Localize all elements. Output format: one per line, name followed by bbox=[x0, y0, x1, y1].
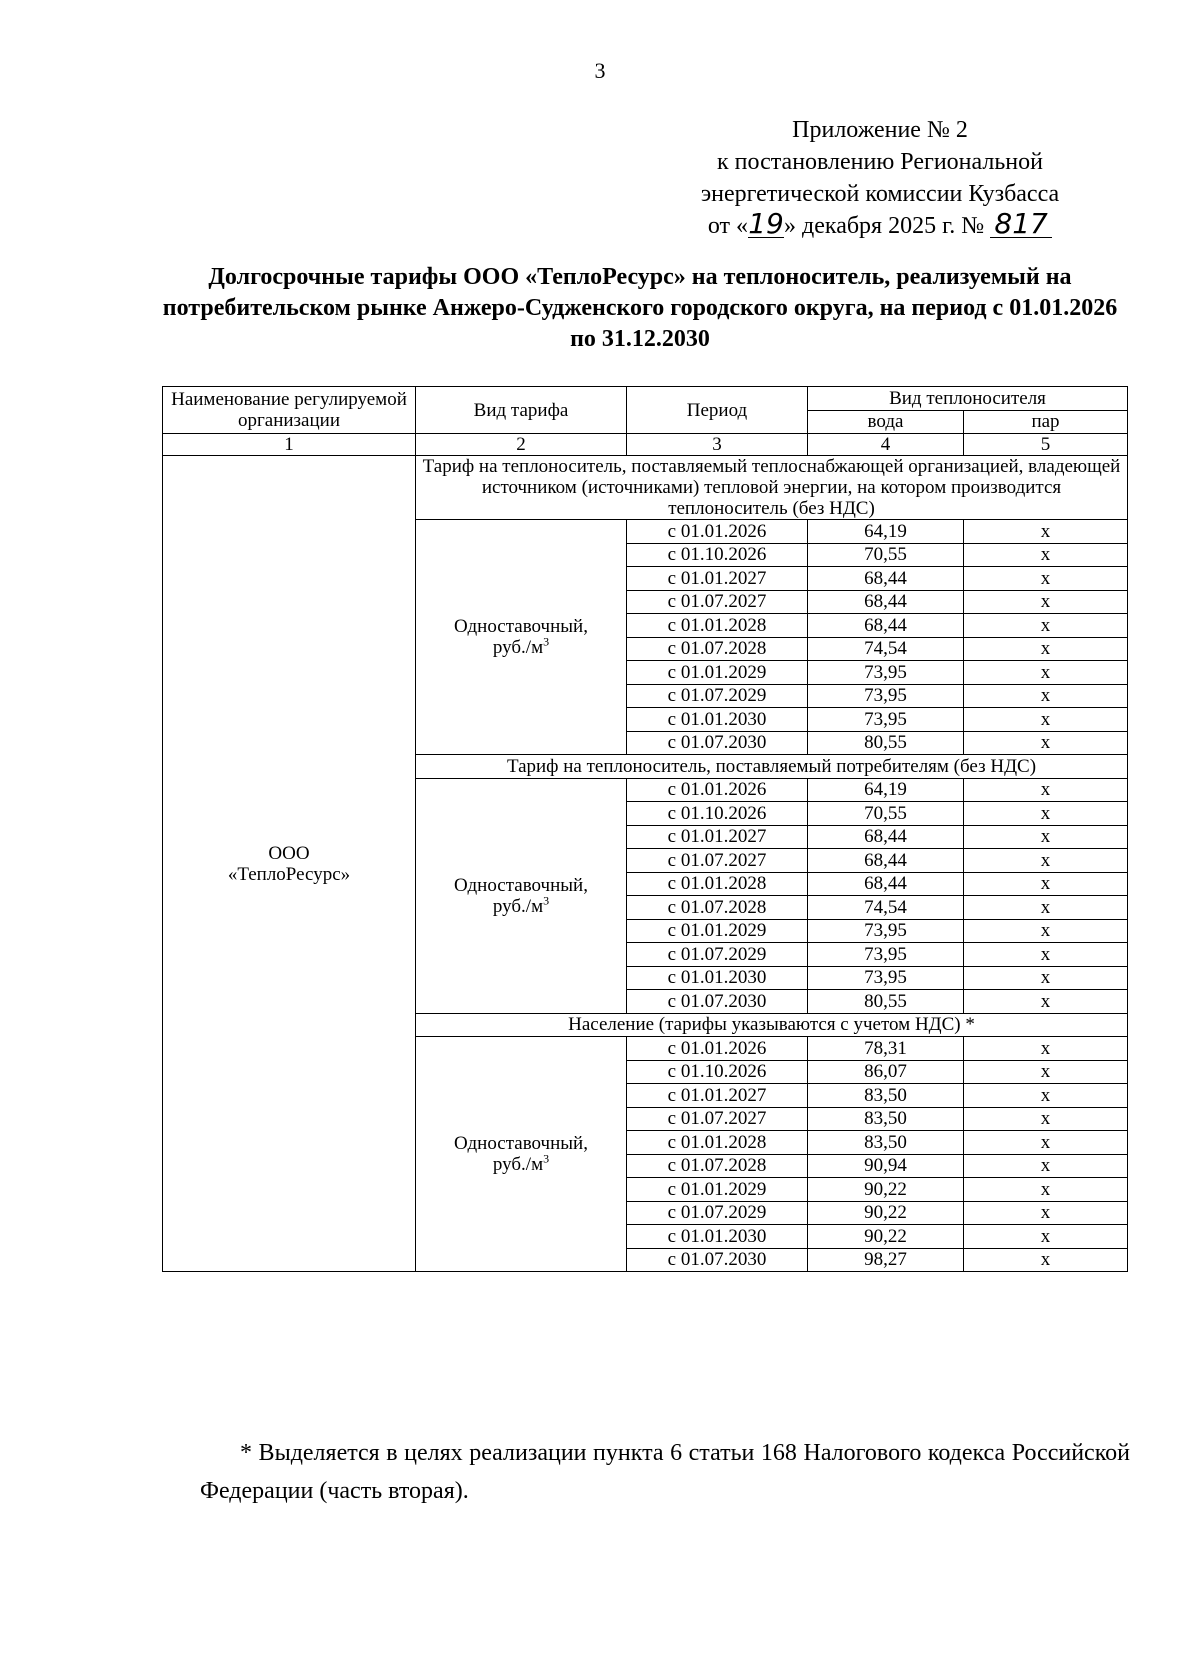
annex-commission-line: энергетической комиссии Кузбасса bbox=[700, 181, 1060, 207]
period-cell: с 01.01.2028 bbox=[627, 614, 808, 638]
period-cell: с 01.01.2030 bbox=[627, 1225, 808, 1249]
steam-tariff-cell: х bbox=[964, 684, 1128, 708]
steam-tariff-cell: х bbox=[964, 1107, 1128, 1131]
annex-header bbox=[640, 114, 1120, 242]
period-cell: с 01.07.2030 bbox=[627, 731, 808, 755]
steam-tariff-cell: х bbox=[964, 825, 1128, 849]
org-name-cell bbox=[163, 456, 416, 1272]
document-title: Долгосрочные тарифы ООО «ТеплоРесурс» на теплоноситель, реализуемый на потребительском рынке Анжеро-Судженского городского округа, на период с 01.01.2026 по 31.12.2030 bbox=[162, 264, 1118, 352]
water-tariff-cell: 90,22 bbox=[808, 1201, 964, 1225]
tariff-unit-exponent: 3 bbox=[543, 1151, 550, 1166]
steam-tariff-cell: х bbox=[964, 661, 1128, 685]
period-cell: с 01.01.2029 bbox=[627, 661, 808, 685]
steam-tariff-cell: х bbox=[964, 1131, 1128, 1155]
steam-tariff-cell: х bbox=[964, 966, 1128, 990]
period-cell: с 01.01.2027 bbox=[627, 1084, 808, 1108]
footnote: * Выделяется в целях реализации пункта 6 статьи 168 Налогового кодекса Российской Федерации (часть вторая). bbox=[200, 1440, 1130, 1504]
water-tariff-cell: 90,22 bbox=[808, 1178, 964, 1202]
water-tariff-cell: 70,55 bbox=[808, 543, 964, 567]
water-tariff-cell: 83,50 bbox=[808, 1084, 964, 1108]
period-cell: с 01.07.2027 bbox=[627, 590, 808, 614]
water-tariff-cell: 74,54 bbox=[808, 896, 964, 920]
period-cell: с 01.07.2030 bbox=[627, 1248, 808, 1272]
water-tariff-cell: 74,54 bbox=[808, 637, 964, 661]
water-tariff-cell: 64,19 bbox=[808, 778, 964, 802]
tariff-unit-exponent: 3 bbox=[543, 893, 550, 908]
water-tariff-cell: 78,31 bbox=[808, 1037, 964, 1061]
water-tariff-cell: 73,95 bbox=[808, 943, 964, 967]
header-carrier: Вид теплоносителя bbox=[808, 387, 1128, 411]
section-title: Население (тарифы указываются с учетом НДС) * bbox=[416, 1013, 1128, 1037]
org-name-line: ООО bbox=[268, 842, 310, 864]
tariff-type-label: Одноставочный, bbox=[454, 1133, 588, 1154]
period-cell: с 01.01.2029 bbox=[627, 1178, 808, 1202]
tariff-type-cell bbox=[416, 520, 627, 755]
period-cell: с 01.01.2026 bbox=[627, 1037, 808, 1061]
period-cell: с 01.01.2030 bbox=[627, 966, 808, 990]
tariff-unit: руб./м bbox=[492, 895, 544, 917]
water-tariff-cell: 90,94 bbox=[808, 1154, 964, 1178]
steam-tariff-cell: х bbox=[964, 778, 1128, 802]
tariff-table bbox=[162, 386, 1128, 1272]
water-tariff-cell: 83,50 bbox=[808, 1131, 964, 1155]
steam-tariff-cell: х bbox=[964, 637, 1128, 661]
column-number: 3 bbox=[627, 434, 808, 456]
steam-tariff-cell: х bbox=[964, 520, 1128, 544]
tariff-type-cell bbox=[416, 1037, 627, 1272]
steam-tariff-cell: х bbox=[964, 919, 1128, 943]
steam-tariff-cell: х bbox=[964, 802, 1128, 826]
column-number: 4 bbox=[808, 434, 964, 456]
tariff-type-label: Одноставочный, bbox=[454, 616, 588, 637]
steam-tariff-cell: х bbox=[964, 872, 1128, 896]
steam-tariff-cell: х bbox=[964, 708, 1128, 732]
water-tariff-cell: 86,07 bbox=[808, 1060, 964, 1084]
period-cell: с 01.07.2029 bbox=[627, 1201, 808, 1225]
annex-reference-line: к постановлению Региональной bbox=[717, 149, 1043, 175]
period-cell: с 01.01.2030 bbox=[627, 708, 808, 732]
period-cell: с 01.01.2027 bbox=[627, 567, 808, 591]
steam-tariff-cell: х bbox=[964, 1178, 1128, 1202]
section-title: Тариф на теплоноситель, поставляемый теплоснабжающей организацией, владеющей источником (источниками) тепловой энергии, на котором производится теплоноситель (без НДС) bbox=[416, 456, 1128, 520]
steam-tariff-cell: х bbox=[964, 590, 1128, 614]
header-org: Наименование регулируемой организации bbox=[163, 387, 416, 434]
steam-tariff-cell: х bbox=[964, 567, 1128, 591]
water-tariff-cell: 73,95 bbox=[808, 684, 964, 708]
steam-tariff-cell: х bbox=[964, 943, 1128, 967]
date-prefix: от « bbox=[707, 213, 749, 239]
tariff-type-label: Одноставочный, bbox=[454, 874, 588, 896]
page-number: 3 bbox=[594, 58, 606, 83]
period-cell: с 01.07.2028 bbox=[627, 896, 808, 920]
period-cell: с 01.07.2030 bbox=[627, 990, 808, 1014]
steam-tariff-cell: х bbox=[964, 1225, 1128, 1249]
section-title: Тариф на теплоноситель, поставляемый потребителям (без НДС) bbox=[416, 755, 1128, 779]
period-cell: с 01.01.2028 bbox=[627, 872, 808, 896]
water-tariff-cell: 73,95 bbox=[808, 661, 964, 685]
water-tariff-cell: 98,27 bbox=[808, 1248, 964, 1272]
water-tariff-cell: 68,44 bbox=[808, 872, 964, 896]
column-number: 1 bbox=[163, 434, 416, 456]
column-numbers-row bbox=[163, 434, 1128, 456]
water-tariff-cell: 73,95 bbox=[808, 966, 964, 990]
period-cell: с 01.07.2027 bbox=[627, 1107, 808, 1131]
water-tariff-cell: 68,44 bbox=[808, 614, 964, 638]
date-middle: » декабря 2025 г. № bbox=[784, 213, 991, 239]
water-tariff-cell: 68,44 bbox=[808, 849, 964, 873]
water-tariff-cell: 90,22 bbox=[808, 1225, 964, 1249]
handwritten-number: 817 bbox=[990, 211, 1052, 238]
header-period: Период bbox=[627, 387, 808, 434]
steam-tariff-cell: х bbox=[964, 896, 1128, 920]
period-cell: с 01.07.2029 bbox=[627, 684, 808, 708]
water-tariff-cell: 68,44 bbox=[808, 825, 964, 849]
period-cell: с 01.07.2027 bbox=[627, 849, 808, 873]
period-cell: с 01.07.2028 bbox=[627, 1154, 808, 1178]
water-tariff-cell: 83,50 bbox=[808, 1107, 964, 1131]
header-steam: пар bbox=[964, 410, 1128, 434]
period-cell: с 01.10.2026 bbox=[627, 802, 808, 826]
annex-date-line bbox=[640, 207, 1120, 242]
column-number: 2 bbox=[416, 434, 627, 456]
steam-tariff-cell: х bbox=[964, 1084, 1128, 1108]
steam-tariff-cell: х bbox=[964, 614, 1128, 638]
tariff-unit-exponent: 3 bbox=[543, 634, 550, 649]
column-number: 5 bbox=[964, 434, 1128, 456]
period-cell: с 01.10.2026 bbox=[627, 1060, 808, 1084]
water-tariff-cell: 64,19 bbox=[808, 520, 964, 544]
water-tariff-cell: 70,55 bbox=[808, 802, 964, 826]
water-tariff-cell: 80,55 bbox=[808, 990, 964, 1014]
water-tariff-cell: 68,44 bbox=[808, 567, 964, 591]
period-cell: с 01.01.2026 bbox=[627, 520, 808, 544]
steam-tariff-cell: х bbox=[964, 543, 1128, 567]
steam-tariff-cell: х bbox=[964, 1154, 1128, 1178]
steam-tariff-cell: х bbox=[964, 1248, 1128, 1272]
water-tariff-cell: 73,95 bbox=[808, 708, 964, 732]
header-tariff-type: Вид тарифа bbox=[416, 387, 627, 434]
tariff-unit: руб./м bbox=[492, 637, 544, 658]
period-cell: с 01.10.2026 bbox=[627, 543, 808, 567]
water-tariff-cell: 80,55 bbox=[808, 731, 964, 755]
period-cell: с 01.07.2029 bbox=[627, 943, 808, 967]
steam-tariff-cell: х bbox=[964, 1037, 1128, 1061]
steam-tariff-cell: х bbox=[964, 1060, 1128, 1084]
period-cell: с 01.01.2029 bbox=[627, 919, 808, 943]
tariff-unit: руб./м bbox=[492, 1154, 544, 1175]
period-cell: с 01.01.2027 bbox=[627, 825, 808, 849]
tariff-table-body bbox=[163, 456, 1128, 1272]
steam-tariff-cell: х bbox=[964, 990, 1128, 1014]
steam-tariff-cell: х bbox=[964, 849, 1128, 873]
period-cell: с 01.01.2028 bbox=[627, 1131, 808, 1155]
period-cell: с 01.01.2026 bbox=[627, 778, 808, 802]
annex-title: Приложение № 2 bbox=[792, 117, 968, 143]
period-cell: с 01.07.2028 bbox=[627, 637, 808, 661]
tariff-type-cell bbox=[416, 778, 627, 1013]
header-water: вода bbox=[808, 410, 964, 434]
water-tariff-cell: 68,44 bbox=[808, 590, 964, 614]
water-tariff-cell: 73,95 bbox=[808, 919, 964, 943]
section-header-row bbox=[163, 456, 1128, 520]
steam-tariff-cell: х bbox=[964, 731, 1128, 755]
handwritten-day: 19 bbox=[748, 207, 784, 240]
steam-tariff-cell: х bbox=[964, 1201, 1128, 1225]
org-name-line: «ТеплоРесурс» bbox=[227, 863, 351, 885]
